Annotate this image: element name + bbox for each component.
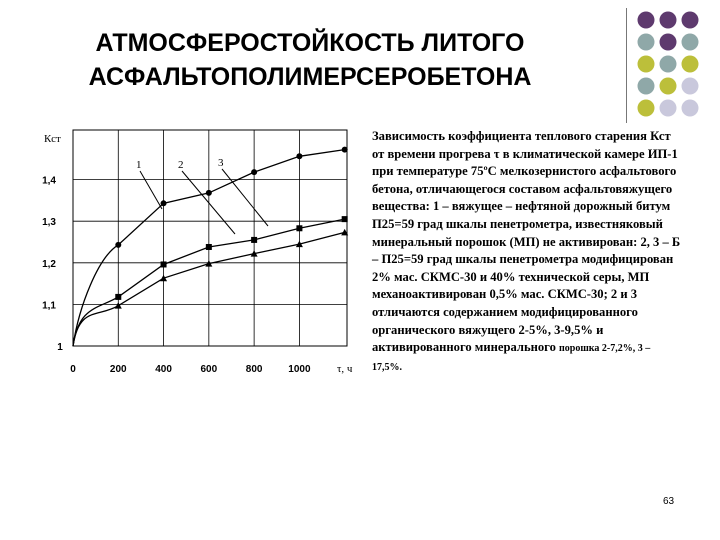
x-tick-label: 600 — [200, 364, 218, 375]
series-1-point — [115, 242, 121, 248]
page-number: 63 — [663, 496, 675, 507]
series-3-point — [115, 302, 122, 309]
chart-description — [372, 128, 682, 376]
y-tick-label: 1 — [57, 342, 63, 353]
decor-dot — [638, 78, 655, 95]
series-2-point — [115, 294, 121, 300]
decor-dot — [682, 100, 699, 117]
y-tick-label: 1,1 — [42, 300, 56, 312]
x-tick-label: 800 — [245, 364, 263, 375]
title-line-1: АТМОСФЕРОСТОЙКОСТЬ ЛИТОГО — [95, 29, 525, 57]
series-3-label: 3 — [218, 157, 224, 169]
series-1-leader — [140, 171, 162, 209]
x-tick-label: 200 — [109, 364, 127, 375]
y-tick-label: 1,2 — [42, 258, 56, 270]
decor-dot — [682, 12, 699, 29]
series-2-point — [251, 237, 257, 243]
decor-dot — [660, 56, 677, 73]
series-2-point — [206, 244, 212, 250]
description-main: Зависимость коэффициента теплового старения Кст от времени прогрева τ в климатической камере ИП-1 при температуре 75ºС мелкозернистого асфальтового бетона, отличающегося составом асфальтовяжущего вещества: 1 – вяжущее – нефтяной дорожный битум П25=59 град шкалы пенетрометра, известняковый минеральный порошок (МП) не активирован: 2, 3 – Б – П25=59 град шкалы пенетрометра модифицирован 2% мас. СКМС-30 и 40% технической серы, МП механоактивирован 0,5% мас. СКМС-30; 2 и 3 отличаются содержанием модифицированного органического вяжущего 2-5%, 3-9,5% и активированного минерального — [372, 129, 681, 355]
description-small: порошка 2-7,2%, 3 – 17,5%. — [372, 343, 651, 373]
series-1-label: 1 — [136, 159, 142, 171]
series-2-point — [342, 216, 348, 222]
x-axis-label: τ, ч — [337, 363, 353, 375]
series-1-point — [251, 169, 257, 175]
decor-dot — [682, 34, 699, 51]
x-tick-label: 400 — [155, 364, 172, 375]
series-2-point — [161, 261, 167, 267]
decor-divider — [626, 8, 627, 123]
y-tick-label: 1,3 — [42, 217, 56, 229]
title-line-2: АСФАЛЬТОПОЛИМЕРСЕРОБЕТОНА — [88, 63, 532, 91]
y-axis-label: Кст — [44, 133, 61, 145]
series-2-label: 2 — [178, 159, 184, 171]
decor-dot — [660, 34, 677, 51]
decor-dot — [682, 56, 699, 73]
plot-frame — [73, 130, 347, 346]
x-tick-label: 0 — [70, 364, 76, 375]
decor-dot — [638, 12, 655, 29]
decor-dot — [638, 100, 655, 117]
series-1-point — [296, 153, 302, 159]
series-1-point — [161, 200, 167, 206]
decor-dot — [660, 100, 677, 117]
decor-dot — [660, 12, 677, 29]
decor-dot — [660, 78, 677, 95]
decor-dot — [682, 78, 699, 95]
y-tick-label: 1,4 — [42, 175, 56, 187]
decor-dot — [638, 34, 655, 51]
series-3-leader — [222, 169, 268, 226]
series-2-point — [296, 225, 302, 231]
x-tick-label: 1000 — [288, 364, 311, 375]
series-1-point — [206, 190, 212, 196]
decor-dot — [638, 56, 655, 73]
chart — [0, 0, 360, 380]
series-1-point — [342, 147, 348, 153]
